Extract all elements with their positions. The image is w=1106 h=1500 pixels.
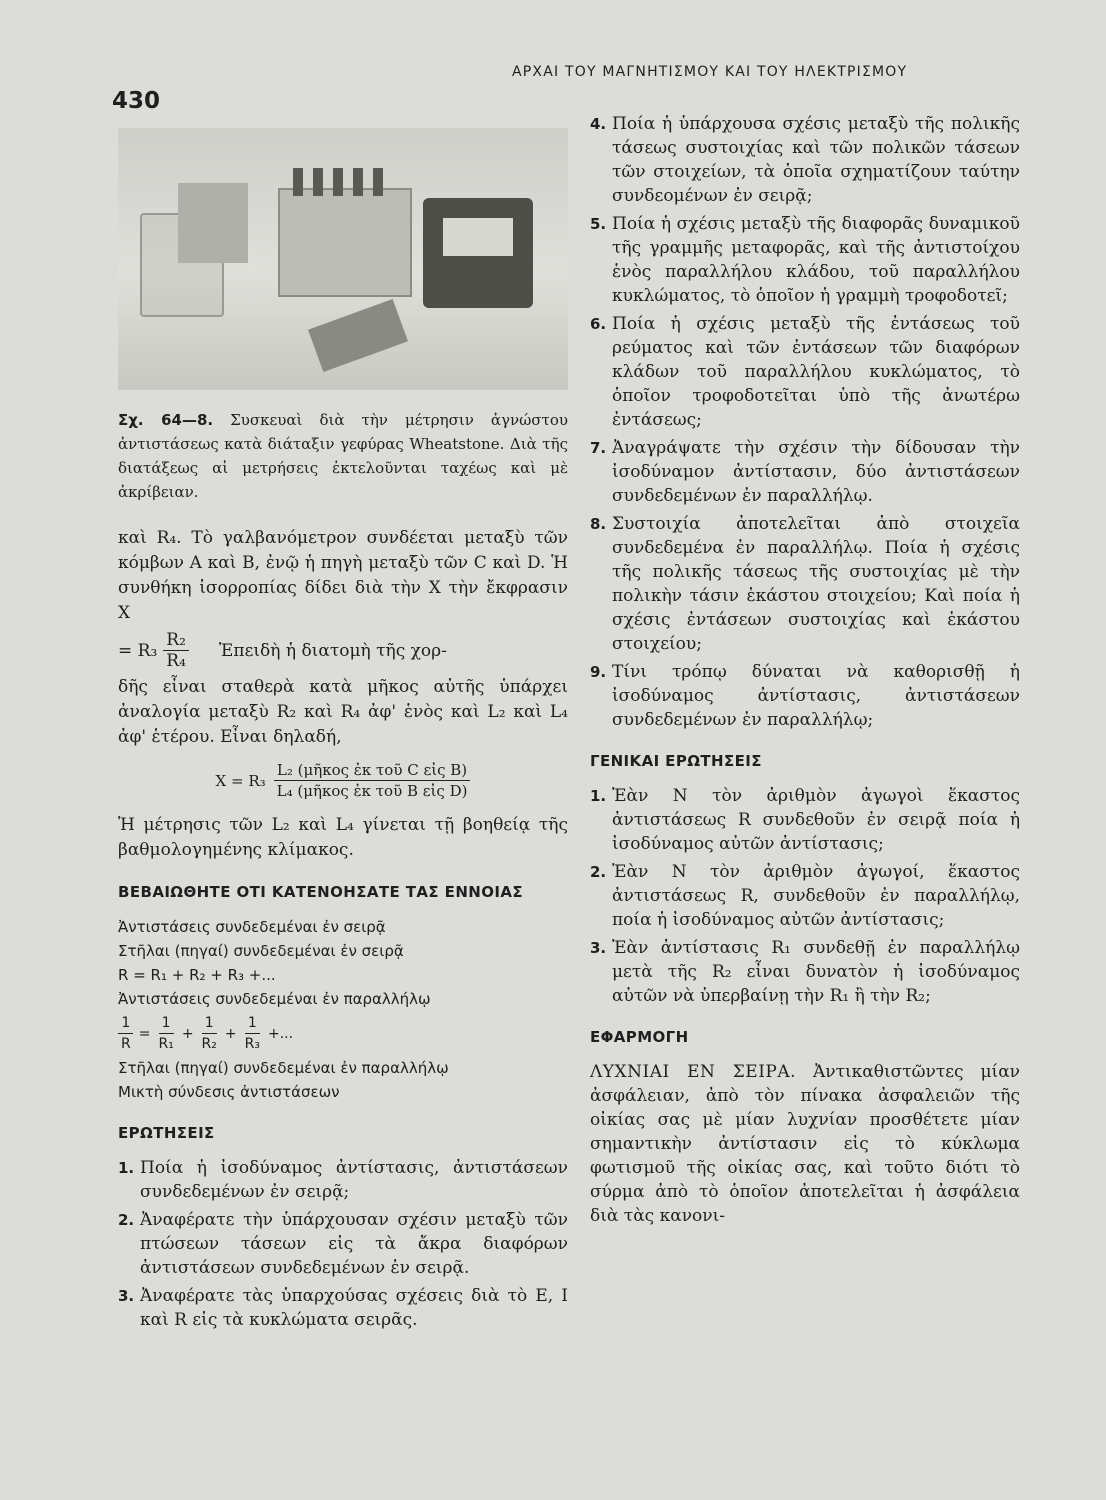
list-item	[118, 1156, 568, 1204]
concepts-heading: ΒΕΒΑΙΩΘΗΤΕ ΟΤΙ ΚΑΤΕΝΟΗΣΑΤΕ ΤΑΣ ΕΝΝΟΙΑΣ	[118, 883, 524, 901]
list-item	[118, 1284, 568, 1332]
figure-label: Σχ. 64—8.	[118, 411, 214, 429]
right-column	[590, 112, 1020, 1228]
denominator: L₄ (μῆκος ἐκ τοῦ B εἰς D)	[276, 782, 468, 800]
concept-line: Ἀντιστάσεις συνδεδεμέναι ἐν σειρᾷ	[118, 918, 386, 936]
item-number: 6.	[590, 315, 607, 333]
item-text: Ἐὰν N τὸν ἀριθμὸν ἀγωγοὶ ἕκαστος ἀντιστάσεως R συνδεθοῦν ἐν σειρᾷ ποία ἡ ἰσοδύναμος αὐτῶν ἀντίστασις;	[612, 786, 1020, 854]
formula-tail: Ἐπειδὴ ἡ διατομὴ τῆς χορ-	[218, 640, 447, 661]
fraction	[242, 1013, 263, 1054]
key-switch-shape	[308, 299, 408, 372]
knobs-shape	[293, 168, 393, 196]
denominator: R	[121, 1036, 131, 1052]
formula-tail: +...	[267, 1025, 294, 1042]
numerator: 1	[202, 1013, 217, 1034]
plus-sign: +	[181, 1025, 194, 1042]
item-text: Ἀναγράψατε τὴν σχέσιν τὴν δίδουσαν τὴν ἰσοδύναμον ἀντίστασιν, δύο ἀντιστάσεων συνδεδεμένων ἐν παραλλήλῳ.	[612, 438, 1020, 506]
item-text: Συστοιχία ἀποτελεῖται ἀπὸ στοιχεῖα συνδεδεμένα ἐν παραλλήλῳ. Ποία ἡ σχέσις τῆς πολικῆς τάσεως τῆς συστοιχίας μὲ τὴν πολικὴν τάσιν ἑκάστου στοιχείου; Καὶ ποία ἡ σχέσις ἐντάσεων συστοιχίας καὶ ἑκάστου στοιχείου;	[612, 514, 1020, 654]
questions-list-left	[118, 1156, 568, 1332]
item-number: 1.	[590, 787, 607, 805]
concept-line: Μικτὴ σύνδεσις ἀντιστάσεων	[118, 1083, 340, 1101]
concepts-list	[118, 915, 568, 1104]
list-item	[590, 936, 1020, 1008]
list-item	[590, 860, 1020, 932]
concept-line: Ἀντιστάσεις συνδεδεμέναι ἐν παραλλήλῳ	[118, 990, 431, 1008]
concept-line: Στῆλαι (πηγαί) συνδεδεμέναι ἐν παραλλήλῳ	[118, 1059, 449, 1077]
item-number: 3.	[590, 939, 607, 957]
running-title: ΑΡΧΑΙ ΤΟΥ ΜΑΓΝΗΤΙΣΜΟΥ ΚΑΙ ΤΟΥ ΗΛΕΚΤΡΙΣΜΟΥ	[512, 64, 908, 80]
galvanometer-scale	[443, 218, 513, 256]
item-number: 2.	[118, 1211, 135, 1229]
figure-caption-text: Συσκευαὶ διὰ τὴν μέτρησιν ἀγνώστου ἀντιστάσεως κατὰ διάταξιν γεφύρας Wheatstone. Διὰ τῆς διατάξεως αἱ μετρήσεις ἐκτελοῦνται ταχέως καὶ μὲ ἀκρίβειαν.	[118, 411, 568, 501]
fraction	[163, 630, 189, 671]
parallel-formula	[118, 1013, 568, 1054]
denominator: R₁	[158, 1036, 174, 1052]
item-text: Ποία ἡ σχέσις μεταξὺ τῆς ἐντάσεως τοῦ ρεύματος καὶ τῶν ἐντάσεων τῶν διαφόρων κλάδων τοῦ παραλλήλου κυκλώματος, τὸ ὁποῖον τροφοδοτεῖται ὑπὸ τῆς ἀνωτέρω ἐντάσεως;	[612, 314, 1020, 430]
item-number: 5.	[590, 215, 607, 233]
questions-list-right	[590, 112, 1020, 732]
application-heading: ΕΦΑΡΜΟΓΗ	[590, 1028, 689, 1046]
list-item	[590, 512, 1020, 656]
item-text: Ἀναφέρατε τὴν ὑπάρχουσαν σχέσιν μεταξὺ τῶν πτώσεων τάσεων εἰς τὰ ἄκρα διαφόρων ἀντιστάσεων συνδεδεμένων ἐν σειρᾷ.	[140, 1210, 568, 1278]
numerator: L₂ (μῆκος ἐκ τοῦ C εἰς B)	[274, 760, 470, 781]
item-number: 3.	[118, 1287, 135, 1305]
item-number: 2.	[590, 863, 607, 881]
list-item	[590, 112, 1020, 208]
concept-line: R = R₁ + R₂ + R₃ +...	[118, 966, 276, 984]
item-number: 4.	[590, 115, 607, 133]
item-number: 7.	[590, 439, 607, 457]
general-questions-heading: ΓΕΝΙΚΑΙ ΕΡΩΤΗΣΕΙΣ	[590, 752, 762, 770]
fraction	[155, 1013, 176, 1054]
length-formula	[118, 760, 568, 801]
list-item	[118, 1208, 568, 1280]
item-number: 1.	[118, 1159, 135, 1177]
list-item	[590, 660, 1020, 732]
application-body: Ἀντικαθιστῶντες μίαν ἀσφάλειαν, ἀπὸ τὸν πίνακα ἀσφαλειῶν τῆς οἰκίας σας μὲ μίαν λυχνίαν προσθέτετε μίαν σημαντικὴν ἀντίστασιν εἰς τὸ κύκλωμα φωτισμοῦ τῆς οἰκίας σας, καὶ τοῦτο διότι τὸ σύρμα ἀπὸ τὸ ὁποῖον ἀποτελεῖται ἡ ἀσφάλεια διὰ τὰς κανονι-	[590, 1062, 1021, 1226]
figure-caption	[118, 408, 568, 504]
figure-photo	[118, 128, 568, 390]
box-shape	[178, 183, 248, 263]
list-item	[590, 312, 1020, 432]
balance-formula	[118, 630, 568, 671]
questions-heading: ΕΡΩΤΗΣΕΙΣ	[118, 1124, 215, 1142]
item-text: Ποία ἡ ἰσοδύναμος ἀντίστασις, ἀντιστάσεων συνδεδεμένων ἐν σειρᾷ;	[140, 1158, 568, 1202]
denominator: R₄	[166, 651, 186, 671]
bridge-box-shape	[278, 188, 412, 297]
numerator: 1	[245, 1013, 260, 1034]
concept-line: Στῆλαι (πηγαί) συνδεδεμέναι ἐν σειρᾷ	[118, 942, 404, 960]
paragraph: δῆς εἶναι σταθερὰ κατὰ μῆκος αὐτῆς ὑπάρχει ἀναλογία μεταξὺ R₂ καὶ R₄ ἀφ' ἑνὸς καὶ L₂ καὶ L₄ ἀφ' ἑτέρου. Εἶναι δηλαδή,	[118, 677, 568, 747]
formula-lhs: X = R₃	[215, 771, 266, 790]
fraction	[274, 760, 471, 801]
item-text: Ποία ἡ σχέσις μεταξὺ τῆς διαφορᾶς δυναμικοῦ τῆς γραμμῆς μεταφορᾶς, καὶ τῆς ἀντιστοίχου ἑνὸς παραλλήλου κλάδου, τοῦ παραλλήλου κυκλώματος, τὸ ὁποῖον ἡ γραμμὴ τροφοδοτεῖ;	[612, 214, 1020, 306]
fraction	[199, 1013, 220, 1054]
item-number: 8.	[590, 515, 607, 533]
general-questions-list	[590, 784, 1020, 1008]
fraction	[118, 1013, 134, 1054]
paragraph: Ἡ μέτρησις τῶν L₂ καὶ L₄ γίνεται τῇ βοηθείᾳ τῆς βαθμολογημένης κλίμακος.	[118, 815, 568, 860]
item-text: Ποία ἡ ὑπάρχουσα σχέσις μεταξὺ τῆς πολικῆς τάσεως συστοιχίας καὶ τῶν πολικῶν τάσεων τῶν στοιχείων, τὰ ὁποῖα σχηματίζουν ταύτην συνδεομένων ἐν σειρᾷ;	[612, 114, 1020, 206]
page-number: 430	[112, 88, 161, 114]
paragraph: καὶ R₄. Τὸ γαλβανόμετρον συνδέεται μεταξὺ τῶν κόμβων Α καὶ Β, ἐνῷ ἡ πηγὴ μεταξὺ τῶν C καὶ D. Ἡ συνθήκη ἰσορροπίας δίδει διὰ τὴν Χ τὴν ἔκφρασιν Χ	[118, 528, 568, 623]
formula-lhs: = R₃	[118, 640, 158, 661]
list-item	[590, 784, 1020, 856]
denominator: R₃	[244, 1036, 260, 1052]
plus-sign: +	[224, 1025, 237, 1042]
left-column	[118, 128, 568, 1336]
denominator: R₂	[201, 1036, 217, 1052]
item-text: Ἀναφέρατε τὰς ὑπαρχούσας σχέσεις διὰ τὸ E, I καὶ R εἰς τὰ κυκλώματα σειρᾶς.	[140, 1286, 568, 1330]
numerator: 1	[118, 1013, 133, 1034]
application-lead: ΛΥΧΝΙΑΙ ΕΝ ΣΕΙΡΑ.	[590, 1062, 797, 1082]
equals-sign: =	[138, 1025, 151, 1042]
numerator: 1	[159, 1013, 174, 1034]
item-text: Ἐὰν N τὸν ἀριθμὸν ἀγωγοί, ἕκαστος ἀντιστάσεως R, συνδεθοῦν ἐν παραλλήλῳ, ποία ἡ ἰσοδύναμος αὐτῶν ἀντίστασις;	[612, 862, 1020, 930]
item-text: Τίνι τρόπῳ δύναται νὰ καθορισθῇ ἡ ἰσοδύναμος ἀντίστασις, ἀντιστάσεων συνδεδεμένων ἐν παραλλήλῳ;	[612, 662, 1020, 730]
application-text	[590, 1060, 1020, 1228]
numerator: R₂	[163, 630, 189, 651]
item-number: 9.	[590, 663, 607, 681]
item-text: Ἐὰν ἀντίστασις R₁ συνδεθῇ ἐν παραλλήλῳ μετὰ τῆς R₂ εἶναι δυνατὸν ἡ ἰσοδύναμος αὐτῶν νὰ ὑπερβαίνῃ τὴν R₁ ἢ τὴν R₂;	[612, 938, 1020, 1006]
list-item	[590, 212, 1020, 308]
list-item	[590, 436, 1020, 508]
